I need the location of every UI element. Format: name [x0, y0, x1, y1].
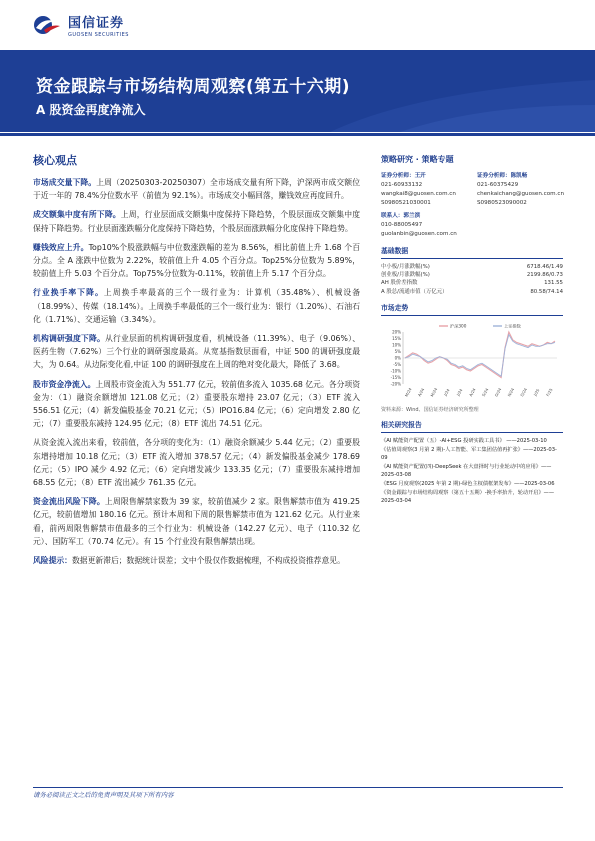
analyst-phone: 021-60375429	[477, 182, 519, 188]
paragraph-lead: 资金流出风险下降。	[33, 497, 105, 507]
x-tick-label: A/24	[416, 387, 426, 398]
core-view-paragraph	[33, 378, 360, 431]
banner-divider	[0, 133, 595, 136]
related-report-item[interactable]: 《ESG 月度观察(2025 年第 2 期)-绿色主权债框架发布》——2025-03-06	[381, 480, 555, 487]
core-view-paragraph	[33, 332, 360, 372]
x-tick-label: S/24	[480, 387, 490, 398]
analyst-role: 证券分析师：王开	[381, 173, 426, 179]
core-view-paragraph	[33, 241, 360, 281]
y-tick-label: -10%	[390, 368, 401, 374]
basic-data-label: A 股总/流通市值（万亿元）	[381, 288, 448, 295]
paragraph-body: 从资金流入流出来看，较前值，各分项的变化为：（1）融资余额减少 5.44 亿元；（2）重要股东增持增加 10.18 亿元；（3）ETF 流入增加 378.57 亿元；（4）新发偏股基金减少 178.69 亿元；（5）IPO 减少 4.92 亿元；（6）定向增发减少 133.35 亿元；（7）重要股东减持增加 68.55 亿元；（8）ETF 流出减少 761.35 亿元。	[33, 438, 360, 488]
market-trend-svg	[381, 320, 563, 400]
paragraph-body: 上周股市资金流入为 551.77 亿元，较前值多流入 1035.68 亿元。各分项资金为：（1）融资余额增加 121.08 亿元；（2）重要股东增持 23.07 亿元；（3）ETF 流入 556.51 亿元；（4）新发偏股基金 70.21 亿元；（5）IPO16.84 亿元；（6）定向增发 2.80 亿元；（7）重要股东减持 124.95 亿元；（8）ETF 流出 74.51 亿元。	[33, 379, 361, 429]
related-report-item[interactable]: 《AI 赋能资产配置(四)-DeepSeek 在大盘择时与行业轮动中的应用》——2025-03-08	[381, 463, 552, 478]
legend-label: 上证指数	[504, 323, 521, 329]
paragraph-lead: 成交额集中度有所下降。	[33, 210, 121, 220]
title-banner	[0, 50, 595, 132]
analyst-card	[477, 172, 563, 208]
contact-role: 联系人：郭兰滨	[381, 213, 421, 219]
analyst-cert: S0980521030001	[381, 200, 431, 206]
paragraph-lead: 赚钱效应上升。	[33, 242, 89, 252]
basic-data-row	[381, 288, 563, 296]
x-tick-label: F/25	[545, 387, 554, 397]
contact-email[interactable]: guolanbin@guosen.com.cn	[381, 231, 457, 237]
paragraph-lead: 市场成交量下降。	[33, 178, 97, 187]
y-tick-label: -15%	[390, 374, 401, 380]
x-tick-label: J/25	[532, 387, 541, 397]
analyst-email[interactable]: chenkaichang@guosen.com.cn	[477, 191, 565, 197]
report-subtitle: A 股资金再度净流入	[36, 103, 146, 117]
related-report-item[interactable]: 《估值周观察(3 月第 2 期)-人工智能、军工集团估值再扩张》——2025-03-09	[381, 446, 557, 461]
analyst-role: 证券分析师：陈凯畅	[477, 173, 528, 179]
paragraph-body: 上周限售解禁家数为 39 家，较前值减少 2 家。限售解禁市值为 419.25 亿元，较前值增加 180.16 亿元。预计本周和下周的限售解禁市值为 121.62 亿元。从行业来看，前两周限售解禁市值最多的三个行业为：机械设备（142.27 亿元）、电子（110.32 亿元）、国防军工（70.74 亿元）。有 15 个行业没有限售解禁出现。	[33, 497, 360, 546]
market-trend-title: 市场走势	[381, 302, 563, 316]
paragraph-body: 数据更新滞后；数据统计误差；文中个股仅作数据梳理，不构成投资推荐意见。	[71, 556, 345, 566]
basic-data-value: 2199.86/0.73	[526, 272, 563, 279]
analyst-email[interactable]: wangkai8@guosen.com.cn	[381, 191, 456, 197]
basic-data-row	[381, 263, 563, 271]
series-line-shanghai-index	[405, 334, 555, 376]
guosen-logo-icon	[32, 14, 62, 36]
related-report-item[interactable]: 《资金跟踪与市场结构周观察（第五十五期）-换手率抬升，轮动开启》——2025-03-04	[381, 489, 555, 504]
paragraph-body: Top10%个股涨跌幅与中位数涨跌幅的差为 8.56%，相比前值上升 1.68 个百分点。全 A 涨跌中位数为 2.22%，较前值上升 4.05 个百分点。Top25%分位数为 5.89%，较前值上升 5.03 个百分点。Top75%分位数为-0.11%，较前值上升 5.17 个百分点。	[33, 242, 360, 279]
x-tick-label: J/24	[442, 387, 451, 397]
basic-data-title: 基础数据	[381, 245, 563, 259]
core-view-paragraph	[33, 208, 360, 234]
y-tick-label: -5%	[393, 361, 401, 367]
core-view-paragraph	[33, 176, 360, 202]
core-view-paragraph	[33, 286, 360, 326]
market-trend-chart	[381, 320, 563, 404]
basic-data-value: 131.55	[544, 280, 563, 287]
paragraph-lead: 风险提示：	[33, 556, 72, 566]
footer-divider	[33, 787, 563, 788]
paragraph-body: 从行业层面的机构调研强度看，机械设备（11.39%）、电子（9.06%）、医药生物（7.62%）三个行业的调研强度最高。从宽基指数层面看，中证 500 的调研强度最大，为 0.64。从边际变化看,中证 100 的调研强度在上周的绝对变化最大，降低了 3.68。	[33, 334, 361, 370]
related-report-item[interactable]: 《AI 赋能资产配置（五）-AI+ESG 投研实践工具书》 ——2025-03-10	[381, 437, 547, 444]
x-tick-label: D/24	[519, 386, 529, 398]
report-title: 资金跟踪与市场结构周观察(第五十六期)	[36, 77, 351, 97]
x-tick-label: M/24	[429, 386, 439, 398]
basic-data-label: 中小板/月涨跌幅(%)	[381, 264, 430, 270]
paragraph-lead: 行业换手率下降。	[33, 288, 104, 298]
paragraph-body: 上周（20250303-20250307）全市场成交量有所下降，沪深两市成交额位于近一年的 78.4%分位数水平（前值为 92.1%）。市场成交小幅回落，赚钱效应再度回升。	[33, 178, 361, 201]
core-view-paragraph	[33, 554, 360, 567]
basic-data-row	[381, 279, 563, 287]
contact-phone: 010-88005497	[381, 222, 423, 228]
core-views-column	[33, 152, 360, 573]
x-tick-label: J/24	[455, 387, 464, 397]
brand-name: 国信证券	[68, 16, 125, 31]
core-view-paragraph	[33, 495, 360, 548]
chart-source: 资料来源：Wind、国信证券经济研究所整理	[381, 406, 479, 413]
paragraph-lead: 机构调研强度下降。	[33, 334, 106, 344]
related-reports-title: 相关研究报告	[381, 419, 563, 433]
x-tick-label: A/24	[467, 387, 477, 398]
side-column	[381, 154, 563, 506]
contact-card	[381, 212, 563, 239]
basic-data-table	[381, 263, 563, 296]
legend-label: 沪深300	[450, 323, 467, 329]
analyst-phone: 021-60933132	[381, 182, 423, 188]
basic-data-value: 80.58/74.14	[530, 288, 563, 295]
basic-data-label: AH 股价差指数	[381, 280, 418, 287]
paragraph-body: 上周换手率最高的三个一级行业为：计算机（35.48%）、机械设备（18.99%）、传媒（18.14%）。上周换手率最低的三个一级行业为：银行（1.20%）、石油石化（1.71%）、交通运输（3.34%）。	[33, 288, 361, 324]
analyst-list	[381, 172, 563, 208]
x-tick-label: M/24	[403, 386, 413, 398]
x-tick-label: O/24	[493, 386, 503, 398]
analyst-card	[381, 172, 467, 208]
brand-subname: GUOSEN SECURITIES	[68, 32, 129, 38]
paragraph-lead: 股市资金净流入。	[33, 379, 96, 389]
basic-data-value: 6718.46/1.49	[526, 264, 563, 270]
y-tick-label: 20%	[392, 329, 401, 335]
y-tick-label: 15%	[392, 335, 401, 341]
related-reports-list	[381, 437, 563, 505]
footer-disclaimer: 请务必阅读正文之后的免责声明及其项下所有内容	[33, 791, 174, 799]
series-line-hs300	[405, 332, 555, 378]
core-view-paragraph	[33, 436, 360, 489]
analyst-cert: S0980523090002	[477, 200, 527, 206]
basic-data-row	[381, 271, 563, 279]
paragraph-body: 上周，行业层面成交额集中度保持下降趋势，个股层面成交额集中度保持下降趋势。行业层面涨跌幅分化度保持下降趋势，个股层面涨跌幅分化度保持下降趋势。	[33, 210, 360, 233]
core-views-title: 核心观点	[33, 154, 77, 167]
y-tick-label: -20%	[390, 381, 401, 387]
core-views-paragraphs	[33, 176, 360, 567]
basic-data-label: 创业板/月涨跌幅(%)	[381, 272, 430, 279]
y-tick-label: 5%	[394, 348, 401, 354]
x-tick-label: N/24	[506, 386, 516, 398]
y-tick-label: 0%	[394, 355, 401, 361]
y-tick-label: 10%	[392, 342, 401, 348]
brand-logo	[32, 12, 129, 38]
report-category: 策略研究 · 策略专题	[381, 155, 454, 164]
